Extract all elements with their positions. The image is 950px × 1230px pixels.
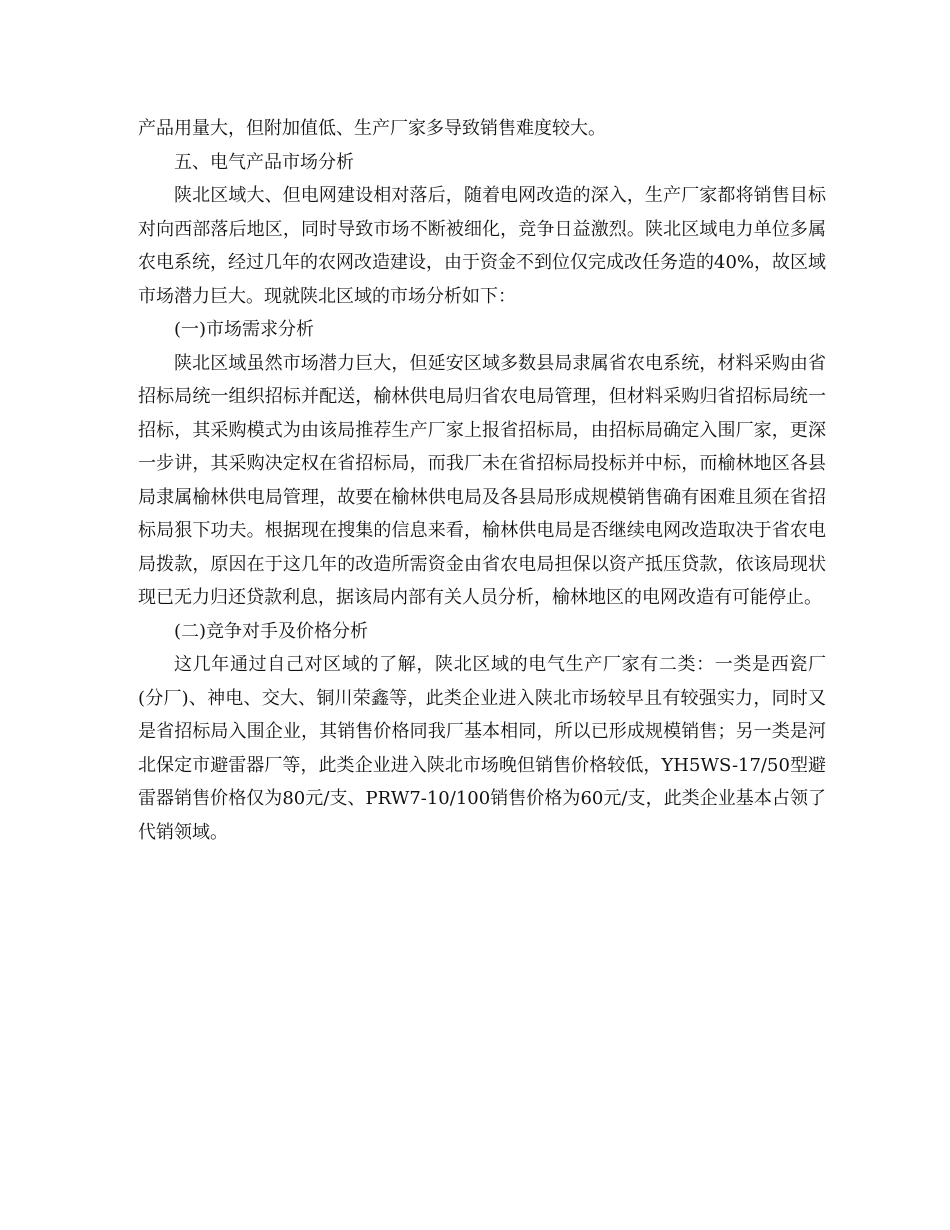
paragraph-market-demand: 陕北区域虽然市场潜力巨大，但延安区域多数县局隶属省农电系统，材料采购由省招标局统一组织招标并配送，榆林供电局归省农电局管理，但材料采购归省招标局统一招标，其采购模式为由该局推荐生产厂家上报省招标局，由招标局确定入围厂家，更深一步讲，其采购决定权在省招标局，而我厂未在省招标局投标并中标，而榆林地区各县局隶属榆林供电局管理，故要在榆林供电局及各县局形成规模销售确有困难且须在省招标局狠下功夫。根据现在搜集的信息来看，榆林供电局是否继续电网改造取决于省农电局拨款，原因在于这几年的改造所需资金由省农电局担保以资产抵压贷款，依该局现状现已无力归还贷款利息，据该局内部有关人员分析，榆林地区的电网改造有可能停止。 bbox=[138, 352, 826, 608]
paragraph-shaanbei-overview: 陕北区域大、但电网建设相对落后，随着电网改造的深入，生产厂家都将销售目标对向西部落后地区，同时导致市场不断被细化，竞争日益激烈。陕北区域电力单位多属农电系统，经过几年的农网改造建设，由于资金不到位仅完成改任务造的40%，故区域市场潜力巨大。现就陕北区域的市场分析如下： bbox=[138, 185, 827, 307]
document-body bbox=[138, 112, 826, 849]
section-heading-electrical-market: 五、电气产品市场分析 bbox=[174, 151, 354, 173]
paragraph-competitors-pricing: 这几年通过自己对区域的了解，陕北区域的电气生产厂家有二类：一类是西瓷厂(分厂)、神电、交大、铜川荣鑫等，此类企业进入陕北市场较早且有较强实力，同时又是省招标局入围企业，其销售价格同我厂基本相同，所以已形成规模销售；另一类是河北保定市避雷器厂等，此类企业进入陕北市场晚但销售价格较低，YH5WS-17/50型避雷器销售价格仅为80元/支、PRW7-10/100销售价格为60元/支，此类企业基本占领了代销领域。 bbox=[138, 654, 826, 843]
paragraph-continuation: 产品用量大，但附加值低、生产厂家多导致销售难度较大。 bbox=[138, 118, 606, 139]
subheading-competitors-pricing: (二)竞争对手及价格分析 bbox=[174, 620, 369, 642]
subheading-market-demand: (一)市场需求分析 bbox=[174, 319, 315, 340]
